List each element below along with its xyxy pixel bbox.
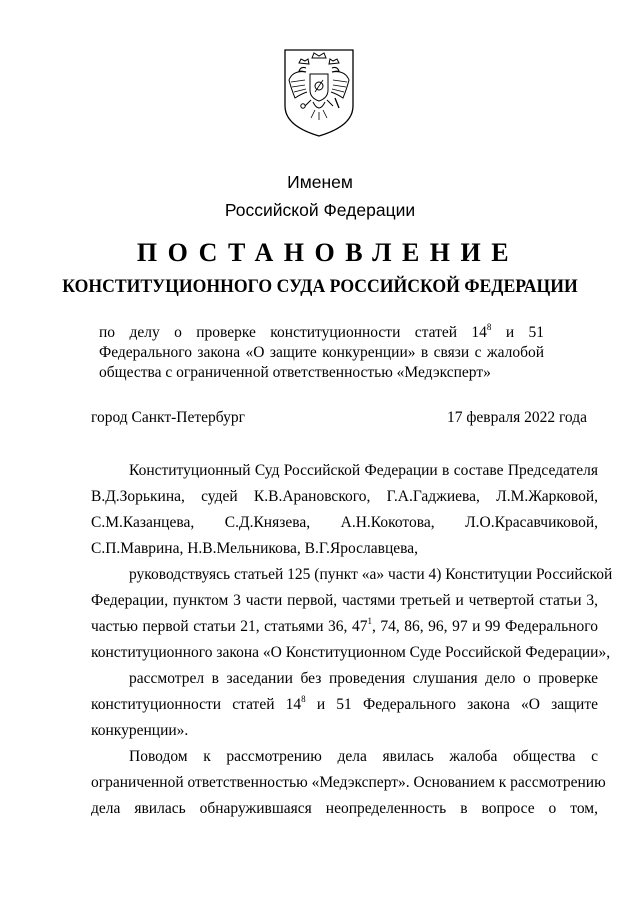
place-and-date bbox=[91, 407, 587, 429]
subject-line-1: по делу о проверке конституционности статей $14^8$ и 51 bbox=[99, 321, 545, 341]
body-line: руководствуясь статьей 125 (пункт «а» части 4) Конституции Российской bbox=[129, 566, 613, 583]
case-subject bbox=[99, 323, 544, 383]
subject-line-3: общества с ограниченной ответственностью «Медэксперт» bbox=[99, 364, 491, 381]
city: город Санкт-Петербург bbox=[91, 409, 245, 426]
name-of-federation-heading bbox=[0, 168, 640, 224]
body-line: Конституционный Суд Российской Федерации в составе Председателя bbox=[129, 462, 598, 479]
document-title: ПОСТАНОВЛЕНИЕ bbox=[136, 238, 520, 267]
body-line: рассмотрел в заседании без проведения слушания дело о проверке bbox=[129, 670, 598, 687]
body-line: дела явилась обнаружившаяся неопределенность в вопросе о том, bbox=[91, 800, 598, 817]
body-line: ограниченной ответственностью «Медэксперт». Основанием к рассмотрению bbox=[91, 774, 606, 791]
imenem-text: Именем bbox=[287, 172, 353, 192]
body-line: С.М.Казанцева, С.Д.Князева, А.Н.Кокотова, Л.О.Красавчиковой, bbox=[91, 514, 598, 531]
subject-line-2: Федерального закона «О защите конкуренции» в связи с жалобой bbox=[99, 344, 544, 361]
body-line: Поводом к рассмотрению дела явилась жалоба общества с bbox=[129, 748, 598, 765]
document-subtitle: КОНСТИТУЦИОННОГО СУДА РОССИЙСКОЙ ФЕДЕРАЦИИ bbox=[62, 276, 578, 297]
body-line: конституционности статей $14^8$ и 51 Федерального закона «О защите bbox=[91, 693, 598, 713]
body-line: В.Д.Зорькина, судей К.В.Арановского, Г.А.Гаджиева, Л.М.Жарковой, bbox=[91, 488, 598, 505]
document-body bbox=[91, 458, 613, 822]
federation-text: Российской Федерации bbox=[224, 200, 416, 220]
russian-coat-of-arms-icon bbox=[279, 48, 359, 138]
body-line: конкуренции». bbox=[91, 722, 189, 739]
body-line: частью первой статьи 21, статьями 36, $47^1$, 74, 86, 96, 97 и 99 Федерального bbox=[91, 615, 598, 635]
date: 17 февраля 2022 года bbox=[446, 409, 587, 426]
body-line: Федерации, пунктом 3 части первой, частями третьей и четвертой статьи 3, bbox=[91, 592, 598, 609]
body-line: С.П.Маврина, Н.В.Мельникова, В.Г.Ярославцева, bbox=[91, 540, 418, 557]
body-line: конституционного закона «О Конституционном Суде Российской Федерации», bbox=[91, 644, 611, 661]
